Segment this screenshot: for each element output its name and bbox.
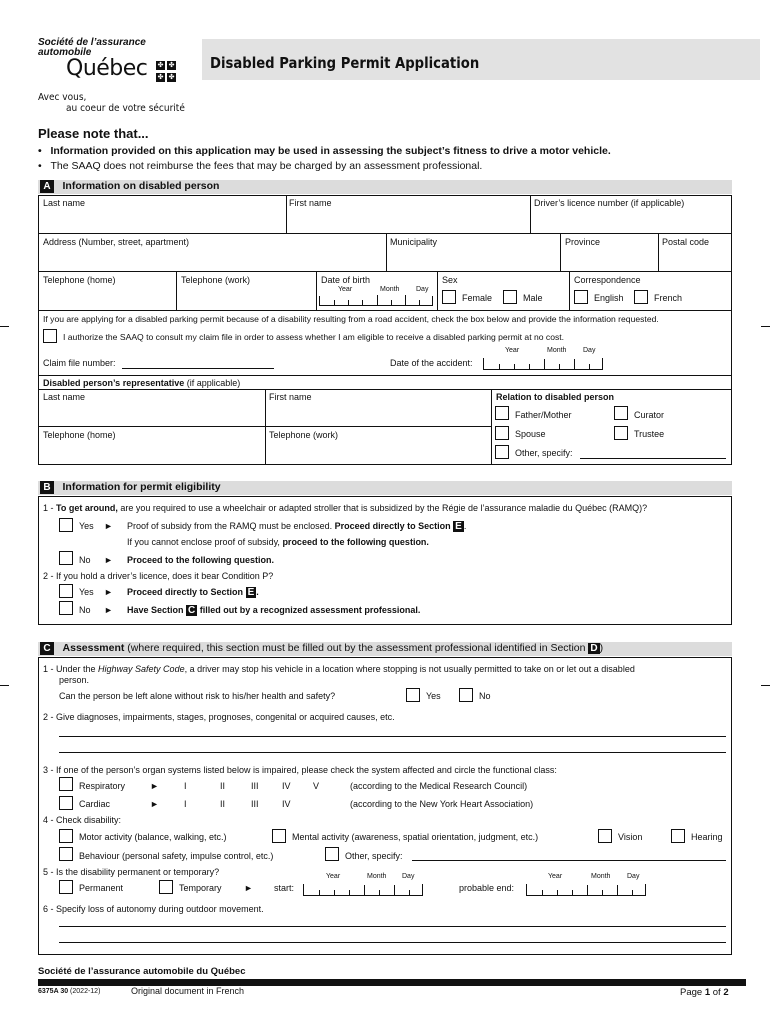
c-question-2: 2 - Give diagnoses, impairments, stages, prognoses, congenital or acquired causes, etc. xyxy=(43,712,395,722)
authorize-checkbox[interactable] xyxy=(43,329,57,343)
page-title: Disabled Parking Permit Application xyxy=(210,54,480,72)
start-label: start: xyxy=(274,883,295,893)
sex-label: Sex xyxy=(442,275,458,285)
other-relation-label: Other, specify: xyxy=(515,448,573,458)
section-a-box xyxy=(38,195,732,465)
english-label: English xyxy=(594,293,624,303)
section-b-letter: B xyxy=(40,481,54,494)
hearing-checkbox[interactable] xyxy=(671,829,685,843)
motor-label: Motor activity (balance, walking, etc.) xyxy=(79,832,227,842)
rep-last-name-field[interactable]: Last name xyxy=(43,392,86,402)
hearing-label: Hearing xyxy=(691,832,723,842)
b-q1-no-text: Proceed to the following question. xyxy=(127,555,275,565)
resp-class-4[interactable]: IV xyxy=(282,781,291,791)
start-month-label: Month xyxy=(367,873,387,880)
french-checkbox[interactable] xyxy=(634,290,648,304)
mental-label: Mental activity (awareness, spatial orientation, judgment, etc.) xyxy=(292,832,539,842)
temporary-label: Temporary xyxy=(179,883,222,893)
resp-class-2[interactable]: II xyxy=(220,781,226,791)
postal-code-field[interactable]: Postal code xyxy=(662,237,710,247)
section-b-header xyxy=(38,481,732,495)
respiratory-checkbox[interactable] xyxy=(59,777,73,791)
correspondence-label: Correspondence xyxy=(574,275,641,285)
other-relation-checkbox[interactable] xyxy=(495,445,509,459)
telephone-home-field[interactable]: Telephone (home) xyxy=(43,275,116,285)
footer-org: Société de l’assurance automobile du Québec xyxy=(38,966,246,977)
male-label: Male xyxy=(523,293,543,303)
rep-first-name-field[interactable]: First name xyxy=(269,392,312,402)
page-number: Page 1 of 2 xyxy=(680,987,729,998)
margin-mark xyxy=(0,326,9,327)
accident-day-label: Day xyxy=(583,347,596,354)
behaviour-checkbox[interactable] xyxy=(59,847,73,861)
margin-mark xyxy=(761,326,770,327)
dob-year-label: Year xyxy=(338,286,353,293)
vision-label: Vision xyxy=(618,832,643,842)
cardiac-label: Cardiac xyxy=(79,799,111,809)
autonomy-line-1[interactable] xyxy=(59,926,726,927)
b-q2-yes-checkbox[interactable] xyxy=(59,584,73,598)
section-a-letter: A xyxy=(40,180,54,193)
end-day-label: Day xyxy=(627,873,640,880)
first-name-field[interactable]: First name xyxy=(289,198,332,208)
b-q1-no-checkbox[interactable] xyxy=(59,551,73,565)
section-c-title: Assessment (where required, this section must be filled out by the assessment professional identified in Section D ) xyxy=(62,642,604,654)
autonomy-line-2[interactable] xyxy=(59,942,726,943)
footer-bar xyxy=(38,979,746,986)
arrow-icon: ► xyxy=(104,605,113,615)
note-bullet-2: • The SAAQ does not reimburse the fees that may be charged by an assessment professional. xyxy=(38,160,483,172)
other-relation-input[interactable] xyxy=(580,448,726,459)
female-label: Female xyxy=(462,293,493,303)
c-question-3: 3 - If one of the person’s organ systems listed below is impaired, please check the system affected and circle the functional class: xyxy=(43,765,557,775)
arrow-icon: ► xyxy=(104,587,113,597)
last-name-field[interactable]: Last name xyxy=(43,198,86,208)
margin-mark xyxy=(0,685,9,686)
mental-checkbox[interactable] xyxy=(272,829,286,843)
b-q2-no-text: Have Section C filled out by a recognized assessment professional. xyxy=(127,605,421,616)
representative-heading: Disabled person’s representative (if applicable) xyxy=(43,378,241,388)
accident-month-label: Month xyxy=(547,347,567,354)
c-question-1-ask: Can the person be left alone without risk to his/her health and safety? xyxy=(59,691,336,701)
margin-mark xyxy=(761,685,770,686)
b-q1-yes-alt: If you cannot enclose proof of subsidy, proceed to the following question. xyxy=(127,537,429,547)
father-mother-label: Father/Mother xyxy=(515,410,572,420)
c-question-1: 1 - Under the Highway Safety Code, a driver may stop his vehicle in a location where stopping is not usually permitted to take on or let out a disabled xyxy=(43,664,635,674)
end-year-label: Year xyxy=(548,873,563,880)
temporary-checkbox[interactable] xyxy=(159,880,173,894)
b-question-2: 2 - If you hold a driver’s licence, does it bear Condition P? xyxy=(43,571,274,581)
b-q1-yes-checkbox[interactable] xyxy=(59,518,73,532)
end-date-input[interactable] xyxy=(526,884,646,896)
address-field[interactable]: Address (Number, street, apartment) xyxy=(43,237,190,247)
motor-checkbox[interactable] xyxy=(59,829,73,843)
accident-note: If you are applying for a disabled parking permit because of a disability resulting from a road accident, check the box below and provide the information requested. xyxy=(43,314,659,324)
mrc-label: (according to the Medical Research Council) xyxy=(350,781,528,791)
respiratory-label: Respiratory xyxy=(79,781,126,791)
diagnoses-line-2[interactable] xyxy=(59,752,726,753)
permanent-label: Permanent xyxy=(79,883,124,893)
date-of-birth-label: Date of birth xyxy=(321,275,371,285)
telephone-work-field[interactable]: Telephone (work) xyxy=(181,275,251,285)
accident-date-label: Date of the accident: xyxy=(390,358,473,368)
licence-number-field[interactable]: Driver’s licence number (if applicable) xyxy=(534,198,685,208)
original-french-note: Original document in French xyxy=(131,986,245,996)
section-c-letter: C xyxy=(40,642,54,655)
behaviour-label: Behaviour (personal safety, impulse control, etc.) xyxy=(79,851,274,861)
card-class-3[interactable]: III xyxy=(251,799,259,809)
b-question-1: 1 - To get around, are you required to use a wheelchair or adapted stroller that is subsidized by the Régie de l’assurance maladie du Québec (RAMQ)? xyxy=(43,503,648,513)
fleur-de-lis-flag-icon: ✤ ✤ ✤ ✤ xyxy=(157,62,175,81)
english-checkbox[interactable] xyxy=(574,290,588,304)
curator-checkbox[interactable] xyxy=(614,406,628,420)
arrow-icon: ► xyxy=(244,883,253,893)
nyha-label: (according to the New York Heart Association) xyxy=(350,799,534,809)
b-q2-yes-label: Yes xyxy=(79,587,94,597)
father-mother-checkbox[interactable] xyxy=(495,406,509,420)
c-question-5: 5 - Is the disability permanent or temporary? xyxy=(43,867,220,877)
trustee-label: Trustee xyxy=(634,429,665,439)
c-question-1-line2: person. xyxy=(59,675,90,685)
c-question-4: 4 - Check disability: xyxy=(43,815,122,825)
female-checkbox[interactable] xyxy=(442,290,456,304)
arrow-icon: ► xyxy=(150,799,159,809)
c-q1-yes-label: Yes xyxy=(426,691,441,701)
section-a-title: Information on disabled person xyxy=(62,180,220,192)
claim-file-input[interactable] xyxy=(122,358,274,369)
spouse-label: Spouse xyxy=(515,429,546,439)
dob-day-label: Day xyxy=(416,286,429,293)
authorize-label: I authorize the SAAQ to consult my claim file in order to assess whether I am eligible to receive a disabled parking permit at no cost. xyxy=(63,332,565,342)
end-month-label: Month xyxy=(591,873,611,880)
vision-checkbox[interactable] xyxy=(598,829,612,843)
b-q2-yes-text: Proceed directly to Section E . xyxy=(127,587,259,598)
diagnoses-line-1[interactable] xyxy=(59,736,726,737)
motto-line2: au coeur de votre sécurité xyxy=(66,103,185,114)
b-q1-yes-text: Proof of subsidy from the RAMQ must be enclosed. Proceed directly to Section E . xyxy=(127,521,467,532)
resp-class-1[interactable]: I xyxy=(184,781,187,791)
c-q1-no-checkbox[interactable] xyxy=(459,688,473,702)
org-name-line1: Société de l’assurance xyxy=(38,37,146,48)
start-date-input[interactable] xyxy=(303,884,423,896)
c-q1-no-label: No xyxy=(479,691,491,701)
c-question-6: 6 - Specify loss of autonomy during outdoor movement. xyxy=(43,904,264,914)
start-year-label: Year xyxy=(326,873,341,880)
male-checkbox[interactable] xyxy=(503,290,517,304)
start-day-label: Day xyxy=(402,873,415,880)
claim-file-label: Claim file number: xyxy=(43,358,116,368)
note-bullet-1: • Information provided on this application may be used in assessing the subject’s fitness to drive a motor vehicle. xyxy=(38,145,611,157)
resp-class-3[interactable]: III xyxy=(251,781,259,791)
spouse-checkbox[interactable] xyxy=(495,426,509,440)
probable-end-label: probable end: xyxy=(459,883,515,893)
form-code: 6375A 30 (2022-12) xyxy=(38,988,101,995)
section-b-title: Information for permit eligibility xyxy=(62,481,221,493)
motto-line1: Avec vous, xyxy=(38,92,87,103)
other-disability-label: Other, specify: xyxy=(345,851,403,861)
arrow-icon: ► xyxy=(104,555,113,565)
curator-label: Curator xyxy=(634,410,665,420)
rep-telephone-home-field[interactable]: Telephone (home) xyxy=(43,430,116,440)
relation-label: Relation to disabled person xyxy=(496,392,615,402)
org-name-line2: automobile xyxy=(38,47,92,58)
province-field[interactable]: Province xyxy=(565,237,601,247)
trustee-checkbox[interactable] xyxy=(614,426,628,440)
section-c-header xyxy=(38,642,732,656)
card-class-4[interactable]: IV xyxy=(282,799,291,809)
accident-year-label: Year xyxy=(505,347,520,354)
cardiac-checkbox[interactable] xyxy=(59,796,73,810)
municipality-field[interactable]: Municipality xyxy=(390,237,438,247)
b-q2-no-checkbox[interactable] xyxy=(59,601,73,615)
dob-input[interactable] xyxy=(319,296,433,306)
section-a-header xyxy=(38,180,732,194)
note-heading: Please note that... xyxy=(38,126,149,141)
french-label: French xyxy=(654,293,683,303)
accident-date-input[interactable] xyxy=(483,358,603,370)
card-class-2[interactable]: II xyxy=(220,799,226,809)
b-q2-no-label: No xyxy=(79,605,91,615)
b-q1-yes-label: Yes xyxy=(79,521,94,531)
other-disability-input[interactable] xyxy=(412,850,726,861)
arrow-icon: ► xyxy=(104,521,113,531)
arrow-icon: ► xyxy=(150,781,159,791)
permanent-checkbox[interactable] xyxy=(59,880,73,894)
quebec-wordmark: Québec xyxy=(66,56,148,81)
card-class-1[interactable]: I xyxy=(184,799,187,809)
resp-class-5[interactable]: V xyxy=(313,781,320,791)
dob-month-label: Month xyxy=(380,286,400,293)
rep-telephone-work-field[interactable]: Telephone (work) xyxy=(269,430,339,440)
other-disability-checkbox[interactable] xyxy=(325,847,339,861)
b-q1-no-label: No xyxy=(79,555,91,565)
c-q1-yes-checkbox[interactable] xyxy=(406,688,420,702)
